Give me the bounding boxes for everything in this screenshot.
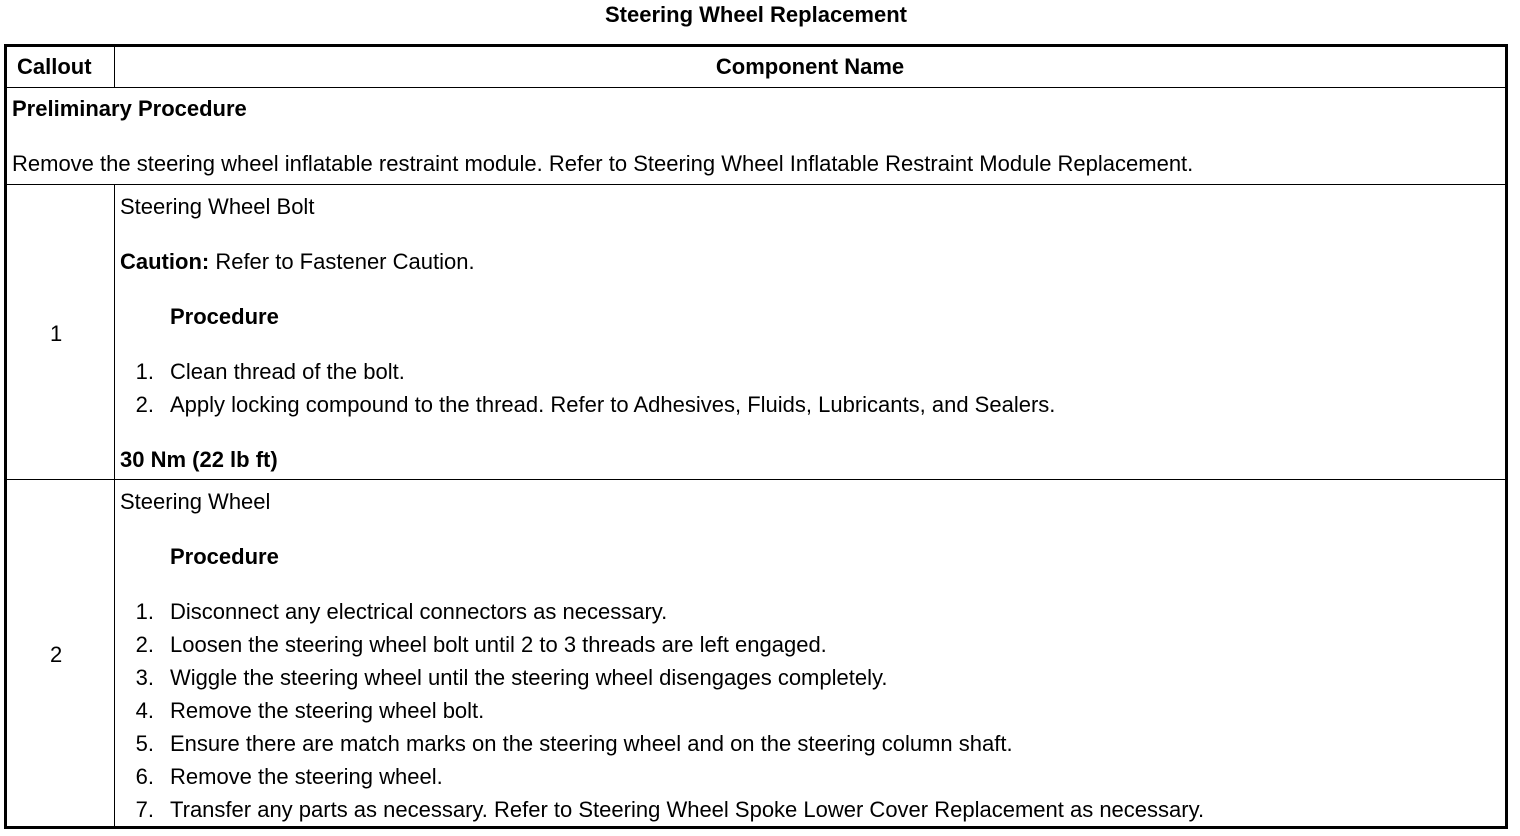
preliminary-heading: Preliminary Procedure xyxy=(12,96,247,121)
torque-spec: 30 Nm (22 lb ft) xyxy=(120,447,278,472)
row-divider xyxy=(7,87,1505,88)
step-number: 7. xyxy=(135,797,154,822)
callout-number: 2 xyxy=(50,642,63,667)
procedure-step: Wiggle the steering wheel until the steering wheel disengages completely. xyxy=(170,665,888,690)
component-name: Steering Wheel xyxy=(120,489,271,514)
header-callout: Callout xyxy=(17,54,92,79)
column-divider xyxy=(114,47,115,87)
step-number: 1. xyxy=(135,359,154,384)
procedure-step: Disconnect any electrical connectors as necessary. xyxy=(170,599,668,624)
step-number: 5. xyxy=(135,731,154,756)
procedure-heading: Procedure xyxy=(170,304,279,329)
preliminary-text: Remove the steering wheel inflatable restraint module. Refer to Steering Wheel Inflatable Restraint Module Replacement. xyxy=(12,151,1194,176)
procedure-step: Remove the steering wheel bolt. xyxy=(170,698,485,723)
callout-number: 1 xyxy=(50,321,63,346)
procedure-step: Apply locking compound to the thread. Refer to Adhesives, Fluids, Lubricants, and Sealers. xyxy=(170,392,1056,417)
caution-label: Caution: xyxy=(120,249,210,274)
procedure-heading: Procedure xyxy=(170,544,279,569)
caution-text: Refer to Fastener Caution. xyxy=(209,249,475,274)
row-divider xyxy=(7,184,1505,185)
step-number: 4. xyxy=(135,698,154,723)
page-title: Steering Wheel Replacement xyxy=(605,2,907,27)
step-number: 2. xyxy=(135,632,154,657)
row-divider xyxy=(7,479,1505,480)
procedure-step: Remove the steering wheel. xyxy=(170,764,443,789)
procedure-step: Clean thread of the bolt. xyxy=(170,359,405,384)
procedure-step: Ensure there are match marks on the steering wheel and on the steering column shaft. xyxy=(170,731,1013,756)
procedure-step: Loosen the steering wheel bolt until 2 to 3 threads are left engaged. xyxy=(170,632,827,657)
caution-note xyxy=(120,249,475,275)
component-name: Steering Wheel Bolt xyxy=(120,194,315,219)
column-divider xyxy=(114,184,115,826)
step-number: 6. xyxy=(135,764,154,789)
step-number: 1. xyxy=(135,599,154,624)
header-component-name: Component Name xyxy=(715,54,905,79)
procedure-step: Transfer any parts as necessary. Refer to Steering Wheel Spoke Lower Cover Replacement as necessary. xyxy=(170,797,1205,822)
step-number: 2. xyxy=(135,392,154,417)
step-number: 3. xyxy=(135,665,154,690)
